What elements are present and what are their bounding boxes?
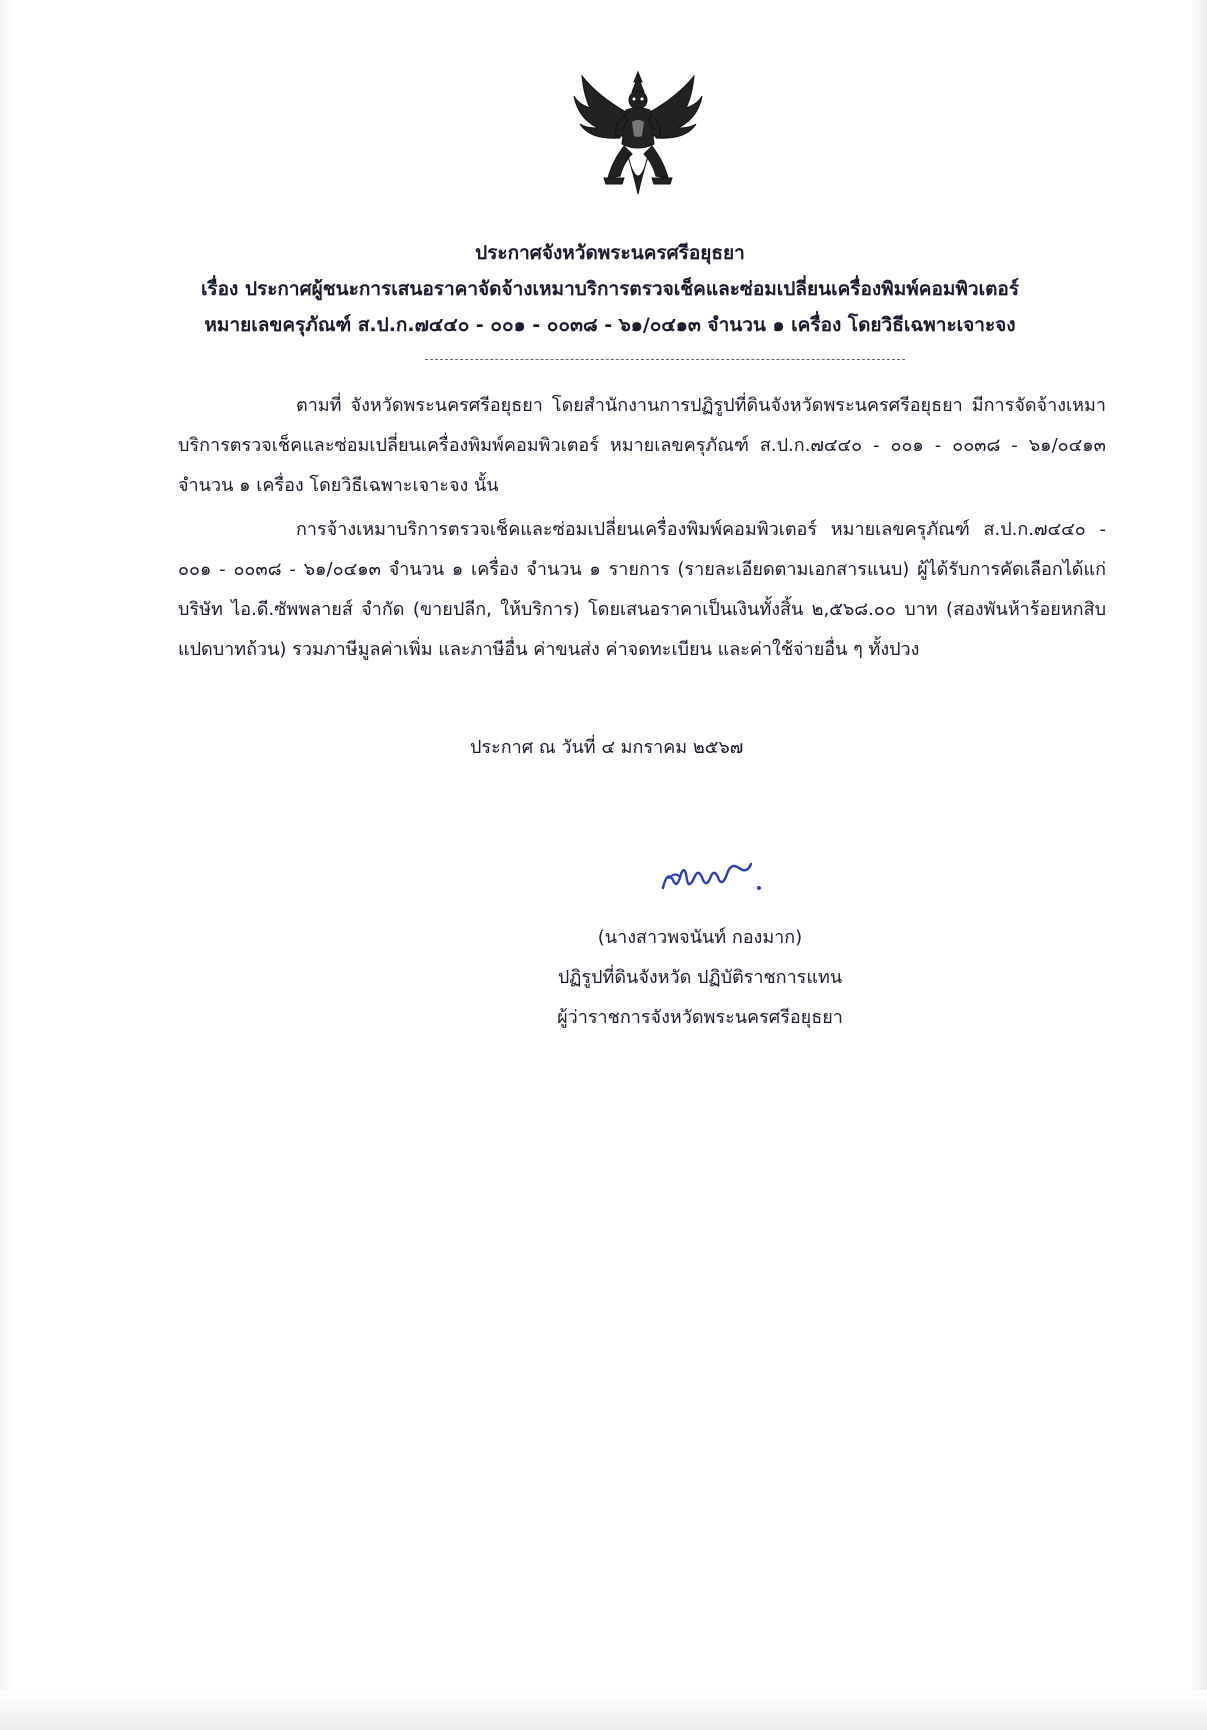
signer-position-1: ปฏิรูปที่ดินจังหวัด ปฏิบัติราชการแทน [557, 967, 843, 988]
signer-block [440, 918, 960, 1038]
paragraph-2: การจ้างเหมาบริการตรวจเช็คและซ่อมเปลี่ยนเครื่องพิมพ์คอมพิวเตอร์ หมายเลขครุภัณฑ์ ส.ป.ก.๗๔๔๐ - ๐๐๑ - ๐๐๓๘ - ๖๑/๐๔๑๓ จำนวน ๑ เครื่อง จำนวน ๑ รายการ (รายละเอียดตามเอกสารแนบ) ผู้ได้รับการคัดเลือกได้แก่ บริษัท ไอ.ดี.ซัพพลายส์ จำกัด (ขายปลีก, ให้บริการ) โดยเสนอราคาเป็นเงินทั้งสิ้น ๒,๕๖๘.๐๐ บาท (สองพันห้าร้อยหกสิบแปดบาทถ้วน) รวมภาษีมูลค่าเพิ่ม และภาษีอื่น ค่าขนส่ง ค่าจดทะเบียน และค่าใช้จ่ายอื่น ๆ ทั้งปวง [178, 519, 1106, 660]
paragraph-1: ตามที่ จังหวัดพระนครศรีอยุธยา โดยสำนักงานการปฏิรูปที่ดินจังหวัดพระนครศรีอยุธยา มีการจัดจ้างเหมาบริการตรวจเช็คและซ่อมเปลี่ยนเครื่องพิมพ์คอมพิวเตอร์ หมายเลขครุภัณฑ์ ส.ป.ก.๗๔๔๐ - ๐๐๑ - ๐๐๓๘ - ๖๑/๐๔๑๓ จำนวน ๑ เครื่อง โดยวิธีเฉพาะเจาะจง นั้น [178, 395, 1106, 496]
page-edge-right [1189, 0, 1207, 1730]
signer-name: (นางสาวพจนันท์ กองมาก) [597, 927, 803, 948]
page-edge-left [0, 0, 14, 1730]
paragraph-1-block [178, 386, 1106, 506]
paragraph-2-block [178, 510, 1106, 670]
garuda-emblem-icon [568, 66, 708, 206]
subject-line-1: เรื่อง ประกาศผู้ชนะการเสนอราคาจัดจ้างเหมาบริการตรวจเช็คและซ่อมเปลี่ยนเครื่องพิมพ์คอมพิวเตอร์ [200, 278, 1020, 300]
announce-date: ประกาศ ณ วันที่ ๔ มกราคม ๒๕๖๗ [470, 737, 744, 758]
signer-position-2: ผู้ว่าราชการจังหวัดพระนครศรีอยุธยา [557, 1007, 843, 1028]
divider [425, 359, 905, 360]
subject-line-2: หมายเลขครุภัณฑ์ ส.ป.ก.๗๔๔๐ - ๐๐๑ - ๐๐๓๘ - ๖๑/๐๔๑๓ จำนวน ๑ เครื่อง โดยวิธีเฉพาะเจาะจง [204, 314, 1016, 336]
page-edge-bottom [0, 1690, 1207, 1730]
document-title: ประกาศจังหวัดพระนครศรีอยุธยา [475, 242, 745, 264]
document-header [170, 235, 1050, 343]
signature-icon [655, 850, 775, 900]
